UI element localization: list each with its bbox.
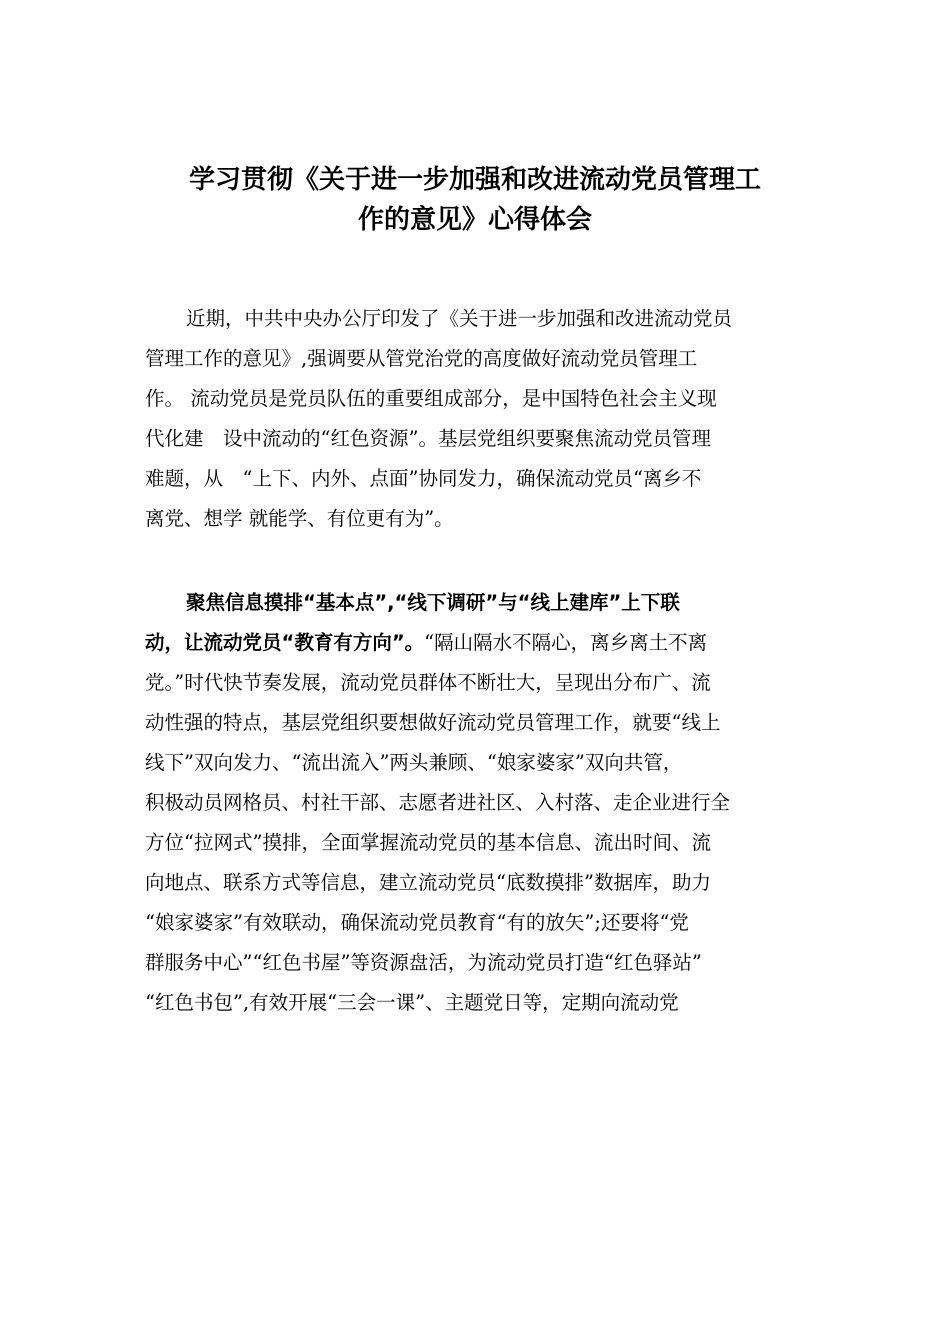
text-line: 近期，中共中央办公厅印发了《关于进一步加强和改进流动党员: [186, 307, 733, 330]
text-line: “红色书包”,有效开展“三会一课”、主题党日等，定期向流动党: [145, 991, 679, 1014]
title-line: 学习贯彻《关于进一步加强和改进流动党员管理工: [188, 165, 761, 195]
text-line: 群服务中心”“红色书屋”等资源盘活，为流动党员打造“红色驿站”: [145, 951, 702, 974]
text-line: 代化建 设中流动的“红色资源”。基层党组织要聚焦流动党员管理: [145, 427, 711, 450]
text-line: 积极动员网格员、村社干部、志愿者进社区、入村落、走企业进行全: [145, 791, 731, 814]
text-line: [145, 623, 815, 663]
paragraph-intro: [145, 299, 815, 539]
title-line: 作的意见》心得体会: [357, 205, 592, 235]
text-line: 方位“拉网式”摸排，全面掌握流动党员的基本信息、流出时间、流: [145, 831, 711, 854]
document-title: [140, 160, 810, 240]
text-run: “隔山隔水不隔心，离乡离土不离: [424, 631, 708, 654]
text-line: 党。”时代快节奏发展，流动党员群体不断壮大，呈现出分布广、流: [145, 671, 711, 694]
text-line: 管理工作的意见》,强调要从管党治党的高度做好流动党员管理工: [145, 347, 698, 370]
paragraph-section-1: [145, 583, 815, 1023]
text-line: 向地点、联系方式等信息，建立流动党员“底数摸排”数据库，助力: [145, 871, 711, 894]
section-heading-tail: 动，让流动党员“教育有方向”。: [145, 631, 425, 654]
text-line: 动性强的特点，基层党组织要想做好流动党员管理工作，就要“线上: [145, 711, 721, 734]
text-line: 作。 流动党员是党员队伍的重要组成部分，是中国特色社会主义现: [145, 387, 717, 410]
text-line: 难题，从 “上下、内外、点面”协同发力，确保流动党员“离乡不: [145, 467, 702, 490]
text-line: 线下”双向发力、“流出流入”两头兼顾、“娘家婆家”双向共管，: [145, 751, 683, 774]
text-line: 离党、想学 就能学、有位更有为”。: [145, 507, 454, 530]
section-heading-line: 聚焦信息摸排“基本点”,“线下调研”与“线上建库”上下联: [186, 591, 680, 614]
text-line: “娘家婆家”有效联动，确保流动党员教育“有的放矢”;还要将“党: [145, 911, 689, 934]
